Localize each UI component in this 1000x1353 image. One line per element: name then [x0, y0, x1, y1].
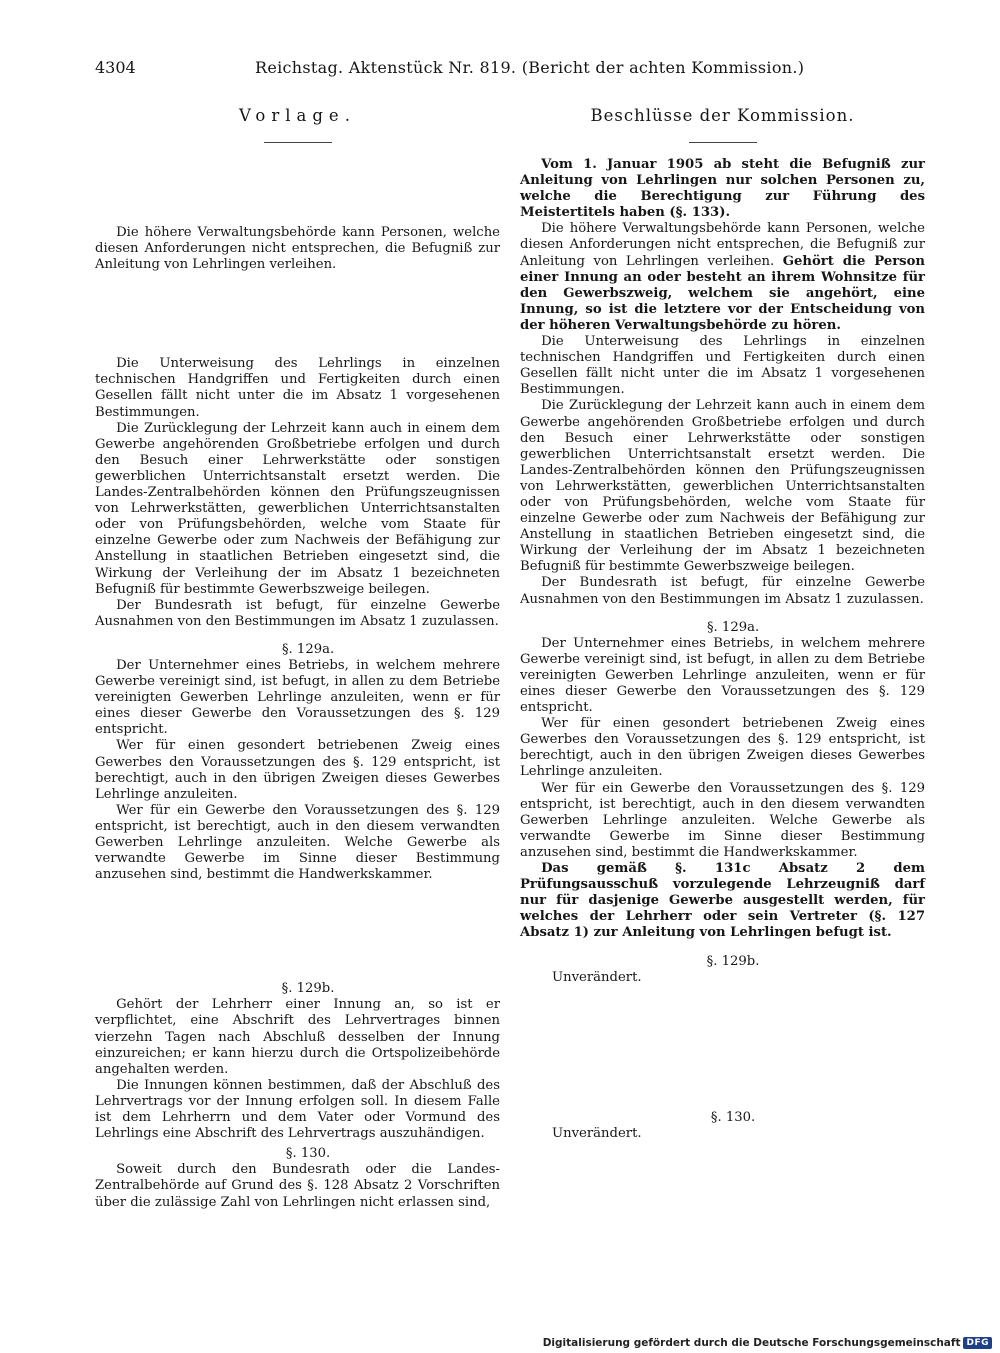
paragraph: Soweit durch den Bundesrath oder die Landes-Zentralbehörde auf Grund des §. 128 Absatz 2 Vorschriften über die zulässige Zahl von Lehrlingen nicht erlassen sind, — [95, 1162, 500, 1210]
paragraph: Die Unterweisung des Lehrlings in einzelnen technischen Handgriffen und Fertigkeiten durch einen Gesellen fällt nicht unter die im Absatz 1 vorgesehenen Bestimmungen. — [520, 334, 925, 398]
section-heading: §. 130. — [285, 1146, 331, 1162]
page-header — [95, 58, 968, 84]
paragraph: Die höhere Verwaltungsbehörde kann Personen, welche diesen Anforderungen nicht entsprechen, die Befugniß zur Anleitung von Lehrlingen verleihen. — [95, 225, 500, 273]
section-129a-left — [95, 642, 500, 883]
paragraph: Wer für einen gesondert betriebenen Zweig eines Gewerbes den Voraussetzungen des §. 129 entspricht, ist berechtigt, auch in den übrigen Zweigen dieses Gewerbes Lehrlinge anzuleiten. — [95, 738, 500, 802]
paragraph — [520, 221, 925, 334]
paragraph: Wer für einen gesondert betriebenen Zweig eines Gewerbes den Voraussetzungen des §. 129 entspricht, ist berechtigt, auch in den übrigen Zweigen dieses Gewerbes Lehrlinge anzuleiten. — [520, 716, 925, 780]
section-129-left-cont — [95, 356, 500, 630]
dfg-logo: DFG — [963, 1337, 992, 1349]
column-title-vorlage: Vorlage. — [239, 106, 356, 125]
section-129-right — [520, 157, 925, 608]
paragraph-text: Die höhere Verwaltungsbehörde kann Personen, welche diesen Anforderungen nicht entsprechen, die Befugniß zur Anleitung von Lehrlingen verleihen. — [520, 221, 925, 269]
section-heading: §. 129b. — [706, 953, 760, 969]
paragraph: Der Unternehmer eines Betriebs, in welchem mehrere Gewerbe vereinigt sind, ist befugt, in allen zu dem Betriebe vereinigten Gewerben Lehrlinge anzuleiten, wenn er für eines dieser Gewerbe den Voraussetzungen des §. 129 entspricht. — [520, 635, 925, 716]
section-130-left — [95, 1146, 500, 1210]
section-heading: §. 129b. — [281, 981, 335, 997]
page-number: 4304 — [95, 58, 136, 77]
credit-text: Digitalisierung gefördert durch die Deutsche Forschungsgemeinschaft — [542, 1337, 961, 1349]
paragraph: Der Bundesrath ist befugt, für einzelne Gewerbe Ausnahmen von den Bestimmungen im Absatz 1 zuzulassen. — [95, 597, 500, 629]
digitization-credit — [543, 1335, 992, 1351]
amendment-text: Gehört die Person einer Innung an oder besteht an ihrem Wohnsitze für den Gewerbszweig, welchem sie angehört, eine Innung, so ist die letztere vor der Entscheidung von der höheren Verwaltungsbehörde zu hören. — [520, 253, 925, 333]
title-rule — [689, 142, 757, 143]
section-130-right — [520, 1110, 925, 1142]
section-129-left — [95, 225, 500, 273]
section-129b-right — [520, 954, 925, 986]
paragraph: Wer für ein Gewerbe den Voraussetzungen des §. 129 entspricht, ist berechtigt, auch in den diesem verwandten Gewerben Lehrlinge anzuleiten. Welche Gewerbe als verwandte Gewerbe im Sinne dieser Bestimmung anzusehen sind, bestimmt die Handwerkskammer. — [520, 780, 925, 860]
column-beschluesse — [520, 108, 925, 1142]
column-title-beschluesse: Beschlüsse der Kommission. — [590, 106, 855, 125]
paragraph: Der Bundesrath ist befugt, für einzelne Gewerbe Ausnahmen von den Bestimmungen im Absatz 1 zuzulassen. — [520, 575, 925, 607]
paragraph: Die Zurücklegung der Lehrzeit kann auch in einem dem Gewerbe angehörenden Großbetriebe erfolgen und durch den Besuch einer Lehrwerkstätte oder sonstigen gewerblichen Unterrichtsanstalt ersetzt werden. Die Landes-Zentralbehörden können den Prüfungszeugnissen von Lehrwerkstätten, gewerblichen Unterrichtsanstalten oder von Prüfungsbehörden, welche vom Staate für einzelne Gewerbe oder zum Nachweis der Befähigung zur Anstellung in staatlichen Betrieben eingesetzt sind, die Wirkung der Verleihung der im Absatz 1 bezeichneten Befugniß für bestimmte Gewerbszweige beilegen. — [520, 398, 925, 575]
section-heading: §. 130. — [710, 1109, 756, 1125]
amendment-paragraph: Das gemäß §. 131c Absatz 2 dem Prüfungsausschuß vorzulegende Lehrzeugniß darf nur für dasjenige Gewerbe ausgestellt werden, für welches der Lehrherr oder sein Vertreter (§. 127 Absatz 1) zur Anleitung von Lehrlingen befugt ist. — [520, 861, 925, 941]
paragraph: Gehört der Lehrherr einer Innung an, so ist er verpflichtet, eine Abschrift des Lehrvertrages binnen vierzehn Tagen nach Abschluß desselben der Innung einzureichen; er kann hierzu durch die Ortspolizeibehörde angehalten werden. — [95, 997, 500, 1077]
paragraph: Die Innungen können bestimmen, daß der Abschluß des Lehrvertrags vor der Innung erfolgen soll. In diesem Falle ist dem Lehrherrn und dem Vater oder Vormund des Lehrlings eine Abschrift des Lehrvertrags auszuhändigen. — [95, 1077, 500, 1142]
column-vorlage — [95, 108, 500, 1211]
section-heading: §. 129a. — [706, 619, 760, 635]
title-rule — [264, 142, 332, 143]
paragraph: Die Unterweisung des Lehrlings in einzelnen technischen Handgriffen und Fertigkeiten durch einen Gesellen fällt nicht unter die im Absatz 1 vorgesehenen Bestimmungen. — [95, 356, 500, 420]
paragraph: Die Zurücklegung der Lehrzeit kann auch in einem dem Gewerbe angehörenden Großbetriebe erfolgen und durch den Besuch einer Lehrwerkstätte oder sonstigen gewerblichen Unterrichtsanstalt ersetzt werden. Die Landes-Zentralbehörden können den Prüfungszeugnissen von Lehrwerkstätten, gewerblichen Unterrichtsanstalten oder von Prüfungsbehörden, welche vom Staate für einzelne Gewerbe oder zum Nachweis der Befähigung zur Anstellung in staatlichen Betrieben eingesetzt sind, die Wirkung der Verleihung der im Absatz 1 bezeichneten Befugniß für bestimmte Gewerbszweige beilegen. — [95, 420, 500, 597]
unchanged-note: Unverändert. — [552, 969, 642, 985]
paragraph: Der Unternehmer eines Betriebs, in welchem mehrere Gewerbe vereinigt sind, ist befugt, in allen zu dem Betriebe vereinigten Gewerben Lehrlinge anzuleiten, wenn er für eines dieser Gewerbe den Voraussetzungen des §. 129 entspricht. — [95, 657, 500, 738]
section-129b-left — [95, 981, 500, 1142]
section-129a-right — [520, 620, 925, 942]
unchanged-note: Unverändert. — [552, 1125, 642, 1141]
amendment-paragraph: Vom 1. Januar 1905 ab steht die Befugniß zur Anleitung von Lehrlingen nur solchen Personen zu, welche die Berechtigung zur Führung des Meistertitels haben (§. 133). — [520, 157, 925, 221]
running-title: Reichstag. Aktenstück Nr. 819. (Bericht der achten Kommission.) — [255, 58, 805, 77]
section-heading: §. 129a. — [281, 641, 335, 657]
paragraph: Wer für ein Gewerbe den Voraussetzungen des §. 129 entspricht, ist berechtigt, auch in den diesem verwandten Gewerben Lehrlinge anzuleiten. Welche Gewerbe als verwandte Gewerbe im Sinne dieser Bestimmung anzusehen sind, bestimmt die Handwerkskammer. — [95, 802, 500, 883]
